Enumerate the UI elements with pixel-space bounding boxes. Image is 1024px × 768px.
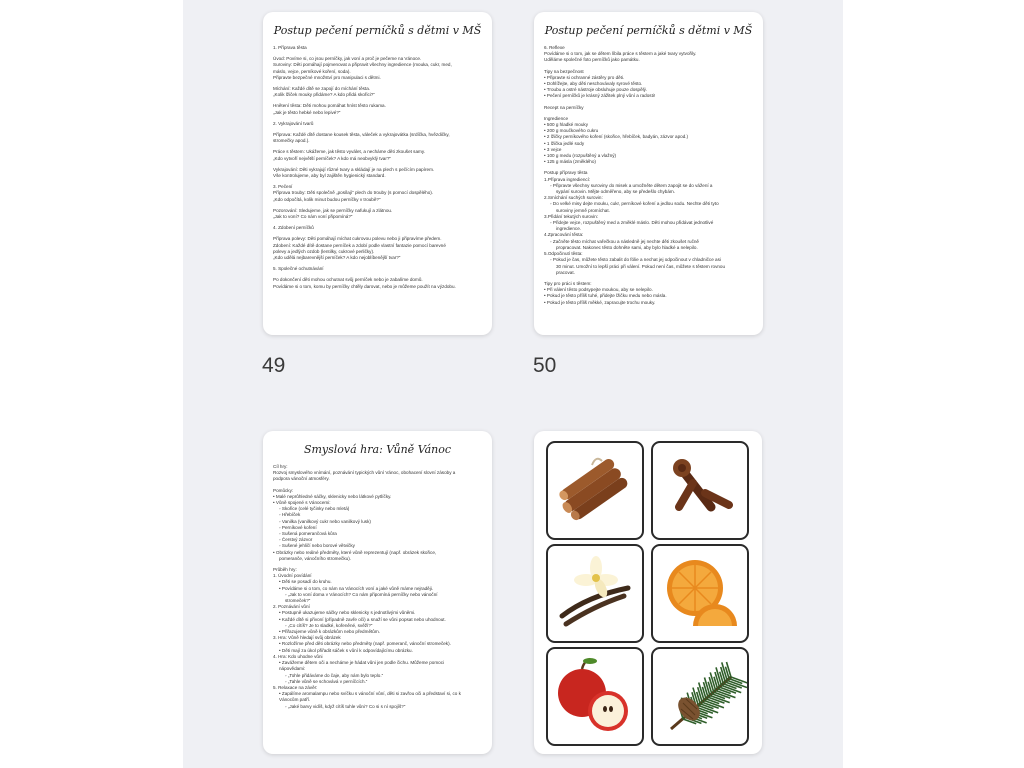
cinnamon-sticks-icon [548,443,642,538]
text-line: ingredience. [556,226,582,232]
page-thumbnail-51[interactable] [263,431,492,754]
text-line: ◦ Do velké misy dejte mouku, cukr, perníkové koření a jedlou sodu. Nechte děti tyto [550,201,719,207]
text-line: Pomůcky: [273,487,294,493]
text-line: Příprava: Každé dítě dostane kousek těsta, váleček a vykrajovátka (srdíčka, hvězdičky, [273,132,450,138]
text-line: Míchání: Každé dítě se zapojí do míchání těsta. [273,86,371,92]
text-line: „Kolik lžiček mouky přidáme? A kdo přidá skořici?“ [273,92,375,98]
orange-slices-icon [653,546,747,641]
page-text [273,464,482,710]
text-line: ◦ „Jak to voní doma v Vánocích? Co nám připomíná perníčky nebo vánoční [285,591,438,597]
text-line: ◦ Sušená pomerančová kůra [279,531,337,537]
text-line: • 100 g medu (rozpuštěný a vlažný) [544,153,617,159]
text-line: „Kdo odpočítá, kolik minut budou perníčky v troubě?“ [273,196,381,202]
text-line: 30 minut. Umožní to lepší práci při válení. Pokud není čas, můžete s těstem rovnou [556,263,726,269]
text-line: 3.Přidání tekutých surovin: [544,213,599,219]
text-line: Suroviny: Děti pomáhají pojmenovat a připravit všechny ingredience (mouka, cukr, med, [273,62,452,68]
page-title: Postup pečení perníčků s dětmi v MŠ [544,24,753,37]
text-line: • Připravte si ochranné zástěry pro děti. [544,74,625,80]
text-line: ◦ Přidejte vejce, rozpuštěný med a změklé máslo. Děti mohou přidávat jednotlivé [550,220,714,226]
text-line: Uděláme společné foto perníčků jako památku. [544,57,640,63]
text-line: 1. Úvodní povídání [273,573,312,579]
text-line: Recept na perníčky [544,104,584,110]
text-line: Vykrajování: Děti vykrajují různé tvary a skládají je na plech s pečícím papírem. [273,166,435,172]
text-line: • Dohlížejte, aby děti neschovávaly syrové těsto. [544,81,643,87]
text-line: • Děti se posadí do kruhu. [279,579,332,585]
card-orange [651,544,749,643]
text-line: 5.Odpočinutí těsta: [544,251,583,257]
text-line: Příprava polevy: Děti pomáhají míchat cukrovou polevu nebo ji připravíme předem. [273,236,442,242]
text-line: „Jak je těsto hebké nebo lepivé?“ [273,109,341,115]
text-line: nápovědami: [279,666,306,672]
text-line: Hnětení těsta: Děti mohou pomáhat hníst těsto rukama. [273,103,386,109]
text-line: Pozorování: Sledujeme, jak se perníčky nafukují a zlátnou. [273,207,393,213]
page-title: Postup pečení perníčků s dětmi v MŠ [273,24,482,37]
text-line: • Zapálíme aromalampu nebo svíčku s vánoční vůní, děti si zavřou oči a představí si, co k [279,691,461,697]
text-line: Cíl hry: [273,464,288,469]
text-line: „Jak to voní? Co nám voní připomíná?“ [273,214,353,220]
text-line: Úvod: Povíme si, co jsou perníčky, jak voní a proč je pečeme na Vánoce. [273,56,422,62]
text-line: Příprava trouby: Děti společně „posílají“ plech do trouby (s pomocí dospělého). [273,190,434,196]
text-line: Vše kontrolujeme, aby byl zajištěn hygienický standard. [273,173,386,179]
text-line: • Troubu a ostré nástroje obsluhuje pouze dospělý. [544,87,648,93]
vanilla-flower-icon [548,546,642,641]
page-thumbnail-50[interactable] [534,12,763,335]
text-line: Vánocům patří. [279,697,311,703]
text-line: pracovat. [556,269,575,275]
text-line: Povídáme si o tom, komu by perníčky chtěly darovat, nebo je můžeme použít na výzdobu. [273,283,456,289]
page-title: Smyslová hra: Vůně Vánoc [303,443,452,456]
text-line: • Pokud je těsto příliš měkké, zapracujte trochu mouky. [544,299,656,305]
text-line: 5. Společné ochutnávání [273,266,324,272]
text-line: 3. Hra: Vůně hledají svůj obrázek [273,635,341,641]
text-line: • 2 lžičky perníkového koření (skořice, hřebíček, badyán, zázvor apod.) [544,134,689,140]
text-line: Tipy pro práci s těstem: [544,280,592,286]
text-line: • Obrázky nebo reálné předměty, které vůně reprezentují (např. obrázek skořice, [273,549,437,555]
text-line: polevy a jedlých ozdob (lentilky, cukrové perličky). [273,248,375,254]
text-line: propracovat. Nakonec těsto dohněte sami, aby bylo hladké a nelepilo. [556,244,698,250]
text-line: • 200 g moučkového cukru [544,128,599,134]
card-cloves [651,441,749,540]
text-line: • Každé dítě si přivoní (případně zavře oči) a snaží se vůni popsat nebo uhodnout. [279,616,446,622]
text-line: 2.Smíchání suchých surovin: [544,195,603,201]
text-line: • 500 g hladké mouky [544,122,588,128]
text-line: suroviny jemně promíchat. [556,207,610,213]
right-margin [843,0,1024,768]
text-line: Ingredience [544,115,569,121]
left-margin [0,0,183,768]
text-line: Práce s těstem: Ukážeme, jak těsto vyválet, a necháme děti zkoušet samy. [273,149,426,155]
text-line: Postup přípravy těsta [544,170,588,176]
pine-branch-icon [653,649,747,744]
text-line: 4. Hra: Kdo uhodne vůni [273,653,323,659]
page-number-50: 50 [533,354,557,377]
text-line: ◦ Sušené jehličí nebo borové větvičky [279,543,355,549]
cloves-icon [653,443,747,538]
text-line: • Při válení těsto podsypejte moukou, aby se nelepilo. [544,287,653,293]
text-line: 4. Zdobení perníčků [273,225,314,231]
text-line: „Kdo udělá nejbarevnější perníček? A kdo nejoblíbenější tvar?“ [273,255,401,261]
text-line: • 1 lžička jedlé sody [544,140,585,146]
text-line: ◦ Vanilka (vanilkový cukr nebo vanilkový lusk) [279,518,371,524]
text-line: ◦ Skořice (celé tyčinky nebo mletá) [279,506,350,512]
card-cinnamon [546,441,644,540]
page-text [273,45,482,290]
text-line: ◦ Hřebíček [279,512,301,518]
text-line: • Vůně spojené s Vánocemi: [273,500,331,506]
text-line: pomeranče, vánočního stromečku). [279,555,352,561]
text-line: 5. Relaxace na závěr: [273,684,318,690]
text-line: • Postupně ukazujeme sáčky nebo sklenicky s jednotlivými vůněmi. [279,610,416,616]
text-line: • Povídáme si o tom, co nám na Vánocích voní a jaké vůně máme nejraději. [279,585,434,591]
text-line: ◦ Pokud je čas, můžete těsto zabalit do fólie a nechat jej odpočinout v chladničce asi [550,257,721,263]
text-line: ◦ Perníkové koření [279,524,317,530]
text-line: Povídáme si o tom, jak se dětem líbila práce s těstem a jaké tvary vytvořily. [544,51,697,57]
text-line: Zdobení: Každé dítě dostane perníček a zdobí podle vlastní fantazie pomocí barevné [273,242,446,248]
page-text [544,45,753,306]
text-line: Průběh hry: [273,567,297,573]
text-line: Po dokončení děti mohou ochutnat svůj perníček nebo je zabalíme domů. [273,277,423,283]
text-line: stromeček?“ [285,598,311,604]
text-line: 6. Reflexe [544,45,565,50]
text-line: Připravte bezpečné množství pro manipulaci s dětmi. [273,74,381,80]
text-line: 2. Vykrajování tvarů [273,120,314,126]
text-line: • Přiřazujeme vůně k obrázkům nebo předmětům. [279,629,380,635]
text-line: • Pečení perníčků je krásný zážitek plný vůní a radosti! [544,93,656,99]
text-line: máslo, vejce, perníkové koření, soda). [273,68,351,74]
text-line: „Kdo vytvoří největší perníček? A kdo má neobvyklý tvar?“ [273,155,391,161]
text-line: ◦ Začněte těsto míchat vařečkou a následně jej nechte děti zkoušet ručně [550,238,699,244]
text-line: 1. Příprava těsta [273,45,307,50]
apples-icon [548,649,642,744]
text-line: ◦ „Tahle vůně se schovává v perníčcích.“ [285,678,368,684]
text-line: Tipy na bezpečnost [544,68,584,74]
text-line: ◦ Připravte všechny suroviny do misek a umožněte dětem zapojit se do vážení a [550,182,713,188]
page-thumbnail-52[interactable] [534,431,762,754]
text-line: • Pokud je těsto příliš tuhé, přidejte lžičku medu nebo másla. [544,293,667,299]
text-line: • Zavážeme dětem oči a necháme je hádat vůni jen podle čichu. Můžeme pomoci [279,660,445,666]
text-line: sypání surovin. Mějte odměřeno, aby se předešlo chybám. [556,189,675,195]
text-line: Rozvoj smyslového vnímání, poznávání typických vůní Vánoc, obohacení slovní zásoby a [273,470,456,476]
card-apples [546,647,644,746]
text-line: ◦ Čerstvý zázvor [279,537,313,543]
text-line: 2. Poznávání vůní [273,604,310,610]
card-pine [651,647,749,746]
text-line: ◦ „Co cítíš? Je to sladké, kořeněné, svěží?“ [285,622,373,628]
text-line: • 3 vejce [544,146,562,152]
text-line: 4.Zpracování těsta: [544,232,584,238]
page-thumbnail-49[interactable] [263,12,492,335]
card-vanilla [546,544,644,643]
text-line: • Děti mají za úkol přiřadit sáček s vůní k odpovídajícímu obrázku. [279,647,413,653]
text-line: • 125 g másla (změklého) [544,159,596,165]
page-number-49: 49 [262,354,286,377]
text-line: • Malé neprůhledné sáčky, sklenicky nebo látkové pytlíčky. [273,493,392,499]
text-line: stromečky apod.). [273,138,310,144]
text-line: 1.Příprava ingrediencí: [544,176,591,182]
text-line: ◦ „Jaké barvy vidíš, když cítíš tuhle vůni? Co si s ní spojíš?“ [285,703,406,709]
text-line: podpora vánoční atmosféry. [273,476,330,482]
text-line: ◦ „Tohle přidáváme do čaje, aby nám bylo teplo.“ [285,672,384,678]
text-line: • Rozložíme před děti obrázky nebo předměty (např. pomeranč, vánoční stromeček). [279,641,451,647]
text-line: 3. Pečení [273,184,293,190]
